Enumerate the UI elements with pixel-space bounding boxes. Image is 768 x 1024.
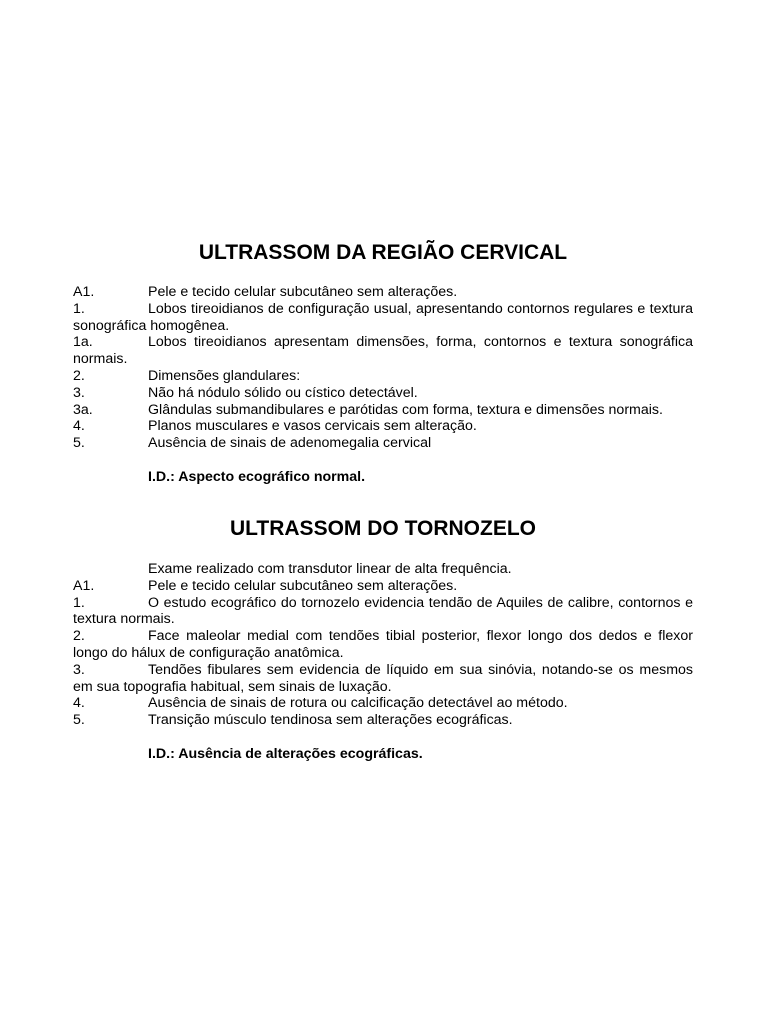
list-item	[73, 402, 693, 419]
item-text: Tendões fibulares sem evidencia de líquido em sua sinóvia, notando-se os mesmos em sua topografia habitual, sem sinais de luxação.	[73, 661, 693, 695]
item-text: Ausência de sinais de rotura ou calcificação detectável ao método.	[148, 695, 568, 712]
item-number: A1.	[73, 284, 95, 300]
item-number: 5.	[73, 435, 85, 452]
item-number: 1.	[73, 594, 85, 611]
item-text: Pele e tecido celular subcutâneo sem alterações.	[148, 577, 458, 594]
item-text: Exame realizado com transdutor linear de alta frequência.	[148, 561, 512, 577]
item-number: 3.	[73, 384, 85, 401]
item-text: O estudo ecográfico do tornozelo evidencia tendão de Aquiles de calibre, contornos e textura normais.	[73, 594, 693, 628]
item-number: 1.	[73, 300, 85, 317]
item-number: 2.	[73, 628, 85, 645]
item-number: A1.	[73, 577, 95, 594]
list-item	[73, 334, 693, 368]
item-number: 4.	[73, 418, 85, 435]
list-item	[73, 385, 693, 402]
item-text: Face maleolar medial com tendões tibial posterior, flexor longo dos dedos e flexor longo do hálux de configuração anatômica.	[73, 628, 693, 661]
list-item	[73, 712, 693, 729]
item-text: Ausência de sinais de adenomegalia cervical	[148, 435, 432, 452]
section-title-ankle: ULTRASSOM DO TORNOZELO	[229, 517, 537, 540]
item-text: Não há nódulo sólido ou cístico detectável.	[148, 384, 418, 401]
list-item	[73, 662, 693, 696]
spacer	[73, 729, 693, 746]
item-text: Transição músculo tendinosa sem alterações ecográficas.	[148, 712, 513, 729]
list-item	[73, 628, 693, 662]
item-number: 3.	[73, 661, 85, 678]
item-number: 1a.	[73, 334, 93, 351]
item-number: 4.	[73, 695, 85, 712]
section-body-cervical	[73, 284, 693, 486]
item-text: Dimensões glandulares:	[148, 367, 301, 384]
item-number: 2.	[73, 367, 85, 384]
item-number: 3a.	[73, 401, 93, 418]
list-item	[73, 578, 693, 595]
spacer	[73, 452, 693, 469]
list-item	[73, 695, 693, 712]
list-item	[73, 418, 693, 435]
list-item	[73, 284, 693, 301]
item-text: Lobos tireoidianos de configuração usual, apresentando contornos regulares e textura sonográfica homogênea.	[73, 300, 693, 334]
list-item	[73, 368, 693, 385]
impression-cervical: I.D.: Aspecto ecográfico normal.	[148, 468, 366, 485]
item-text: Planos musculares e vasos cervicais sem alteração.	[148, 418, 477, 435]
list-item	[73, 435, 693, 452]
list-item	[73, 301, 693, 335]
section-title-cervical: ULTRASSOM DA REGIÃO CERVICAL	[198, 241, 568, 264]
item-text: Pele e tecido celular subcutâneo sem alterações.	[148, 284, 458, 300]
item-text: Lobos tireoidianos apresentam dimensões, forma, contornos e textura sonográfica normais.	[73, 334, 693, 368]
item-number: 5.	[73, 712, 85, 729]
item-text: Glândulas submandibulares e parótidas com forma, textura e dimensões normais.	[148, 401, 663, 418]
intro-text	[73, 561, 693, 578]
section-body-ankle	[73, 561, 693, 763]
impression-ankle: I.D.: Ausência de alterações ecográficas.	[148, 745, 423, 762]
list-item	[73, 595, 693, 629]
